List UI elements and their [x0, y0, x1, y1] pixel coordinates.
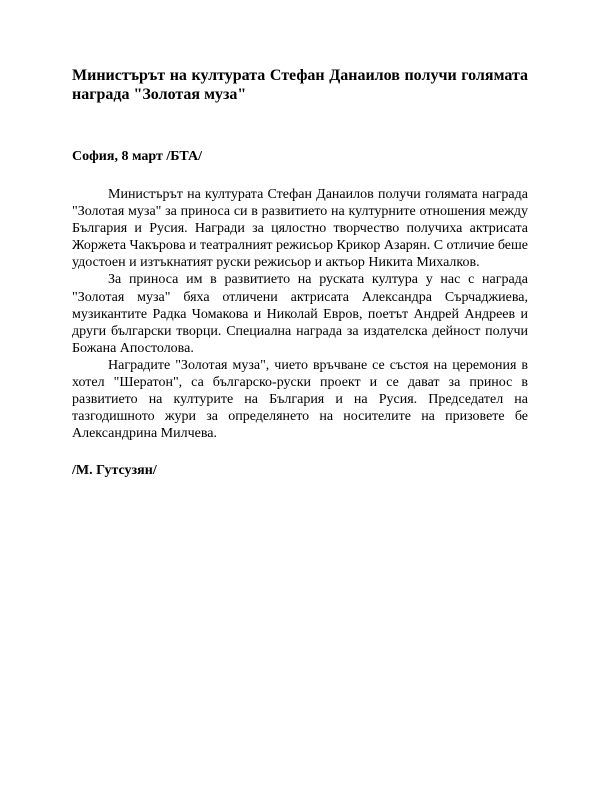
article-body [72, 186, 528, 442]
document-page [72, 66, 528, 479]
author-signature: /М. Гутсузян/ [72, 463, 157, 479]
dateline: София, 8 март /БТА/ [72, 149, 202, 164]
article-title: Министърът на културата Стефан Данаилов получи голямата награда "Золотая муза" [72, 67, 528, 103]
paragraph: Наградите "Золотая муза", чието връчване се състоя на церемония в хотел "Шератон", са българско-руски проект и се дават за принос в развитието на културите на България и на Русия. Председател на тазгодишното жури за определянето на носителите на призовете бе Александрина Милчева. [72, 357, 528, 442]
paragraph: За приноса им в развитието на руската култура у нас с награда "Золотая муза" бяха отличени актрисата Александра Сърчаджиева, музикантите Радка Чомакова и Николай Евров, поетът Андрей Андреев и други български творци. Специална награда за издателска дейност получи Божана Апостолова. [72, 272, 528, 356]
paragraph: Министърът на културата Стефан Данаилов получи голямата награда "Золотая муза" за приноса си в развитието на културните отношения между България и Русия. Награди за цялостно творчество получиха актрисата Жоржета Чакърова и театралният режисьор Крикор Азарян. С отличие беше удостоен и изтъкнатият руски режисьор и актьор Никита Михалков. [72, 187, 529, 271]
